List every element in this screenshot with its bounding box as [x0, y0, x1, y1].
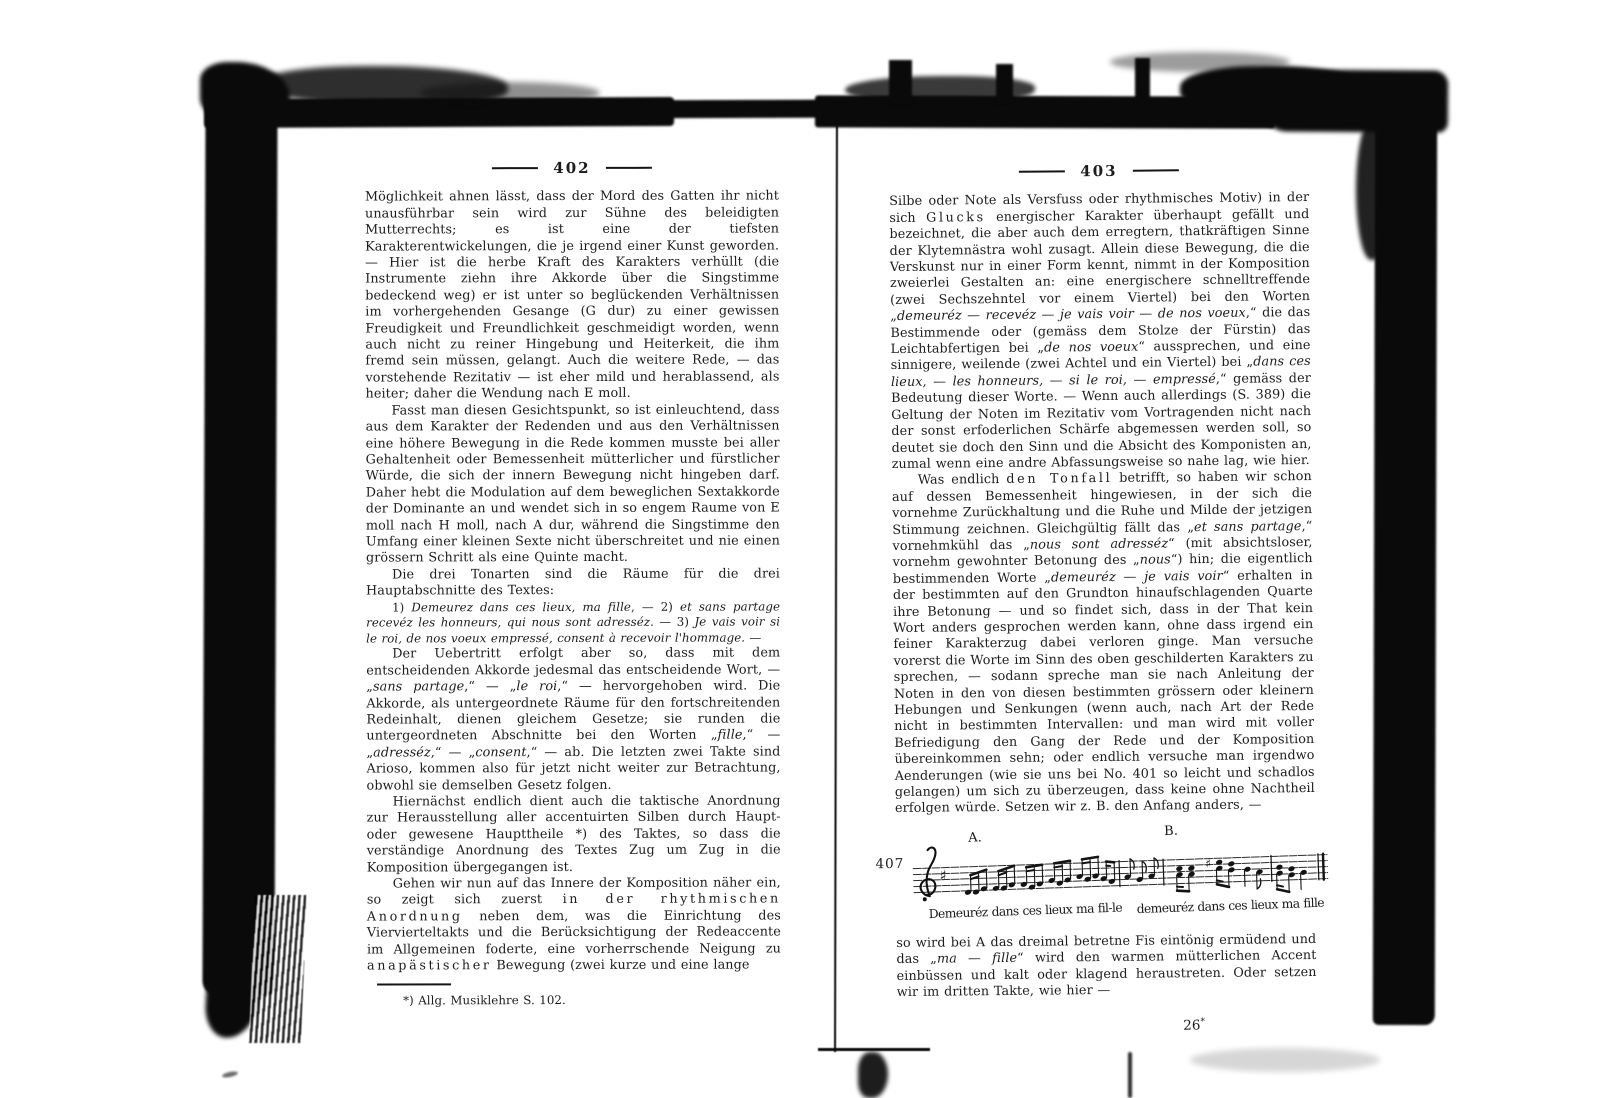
paragraph: Was endlich den Tonfall betrifft, so haben wir schon auf dessen Bemessenheit hingewiesen, in der sich die vornehme Zurückhaltung und die Ruhe und Milde der jetzigen Stimmung zeichnen. Gleichgültig fällt das „et sans partage,“ vornehmkühl das „nous sont adresséz“ (mit absichtsloser, vornehm gewohnter Betonung des „nous“) hin; die eigentlich bestimmenden Worte „demeuréz — je vais voir“ erhalten in der bestimmten auf den Grundton hinaufschlagenden Quarte ihre Betonung — und so findet sich, dass in der That kein Wort anders gesprochen werden kann, ohne dass irgend ein feiner Karakterzug dabei verloren ginge. Man versuche vorerst die Worte im Sinn des oben geschilderten Karakters zu sprechen, — sodann spreche man sie nach Anleitung der Noten in den von diesen bestimmten grössern oder kleinern Hebungen und Senkungen (wenn auch, nach Art der Rede nicht in bestimmten Intervallen: und man wird mit voller Befriedigung den Gang der Rede und der Komposition übereinkommen sehn; oder endlich versuche man irgendwo Aenderungen (wie sie uns bei No. 401 so leicht und schadlos gelangen) um sich zu überzeugen, dass keine ohne Nachtheil erfolgen würde. Setzen wir z. B. den Anfang anders, —	[891, 469, 1315, 817]
music-notes	[963, 849, 1324, 903]
right-page-number: 403	[1080, 161, 1118, 181]
header-rule-left	[492, 167, 538, 169]
scan-noise-topleft2	[420, 82, 600, 104]
left-page-column	[365, 159, 781, 1009]
scan-border-right-bump	[1356, 120, 1386, 260]
scan-gutter-blob	[858, 1052, 888, 1098]
header-rule-right	[606, 167, 652, 169]
scan-page-edge-streaks	[249, 895, 307, 1043]
scan-tab-3	[1135, 58, 1150, 105]
svg-text:♯: ♯	[1204, 856, 1212, 871]
key-signature-sharp: ♯	[939, 866, 948, 885]
scan-bottom-smudge	[1190, 1048, 1380, 1072]
music-label-a: A.	[967, 830, 983, 846]
music-figure-number: 407	[875, 855, 905, 873]
left-page-number: 402	[553, 158, 591, 178]
paragraph: Gehen wir nun auf das Innere der Komposition näher ein, so zeigt sich zuerst in der rhythmischen Anordnung neben dem, was die Einrichtung des Viervierteltakts und die Berücksichtigung der Redeaccente im Allgemeinen foderte, eine vorherrschende Neigung zu anapästischer Bewegung (zwei kurze und eine lange	[366, 875, 781, 974]
signature-mark: *	[1200, 1017, 1206, 1028]
paragraph: Die drei Tonarten sind die Räume für die drei Hauptabschnitte des Textes:	[365, 566, 780, 599]
paragraph: Hiernächst endlich dient auch die taktische Anordnung zur Herausstellung aller accentuirten Silben durch Haupt- oder gewesene Haupttheile *) des Taktes, so dass die verständige Anordnung des Textes Zug um Zug in die Komposition übergegangen ist.	[366, 793, 781, 876]
paragraph: Der Uebertritt erfolgt aber so, dass mit dem entscheidenden Akkorde jedesmal das entscheidende Wort, — „sans partage,“ — „le roi,“ — hervorgehoben wird. Die Akkorde, als untergeordnete Räume für den fortschreitenden Redeinhalt, dienen gleichem Gesetze; sie runden die untergeordneten Abschnitte bei den Worten „fille,“ — „adresséz,“ — „consent,“ — ab. Die letzten zwei Takte sind Arioso, kommen also für jetzt nicht weiter zur Betrachtung, obwohl sie demselben Gesetz folgen.	[366, 645, 781, 794]
paragraph: Möglichkeit ahnen lässt, dass der Mord des Gatten ihr nicht unausführbar sein wird zur Sühne des beleidigten Mutterrechts; es ist eine der tiefsten Karakterentwickelungen, die je irgend einer Kunst geworden. — Hier ist die herbe Kraft des Karakters verhüllt (die Instrumente ziehn ihre Akkorde über die Singstimme bedeckend weg) er ist unter so beglückenden Verhältnissen im vorhergehenden Gesange (G dur) zu einer gewissen Freudigkeit und Freundlichkeit geschmeidigt worden, wenn auch nicht zu reiner Hingebung und Heiterkeit, die ihm fremd sein müssen, gelangt. Auch die weitere Rede, — das vorstehende Rezitativ — ist eher mild und herablassend, als heiter; daher die Wendung nach E moll.	[364, 188, 780, 402]
left-page-header	[365, 159, 779, 176]
music-lyrics-a: Demeuréz dans ces lieux ma fil-le	[928, 900, 1123, 921]
scan-gutter-line	[834, 124, 838, 1052]
music-example-407	[873, 822, 1325, 930]
header-rule-left	[1019, 171, 1065, 173]
scan-tab-2	[996, 64, 1013, 104]
signature-number: 26*	[1183, 1017, 1206, 1035]
verse-quote: 1) Demeurez dans ces lieux, ma fille, — 2) et sans partage recevéz les honneurs, qui nous sont adresséz. — 3) Je vais voir si le roi, de nos voeux empressé, consent à recevoir l'hommage. —	[366, 599, 781, 646]
footnote: *) Allg. Musiklehre S. 102.	[403, 993, 566, 1008]
scan-tab-1	[889, 60, 912, 104]
scan-speck-bottomleft	[222, 1070, 239, 1078]
music-lyrics-b: demeuréz dans ces lieux ma fille	[1136, 895, 1325, 916]
scan-bottom-streak	[1128, 1052, 1132, 1098]
scan-gutter-flare	[818, 1048, 930, 1051]
right-page-header	[889, 161, 1309, 181]
paragraph: Silbe oder Note als Versfuss oder rhythmisches Motiv) in der sich Glucks energischer Karakter überhaupt gefällt und bezeichnet, die aber auch dem erregtern, thatkräftigen Sinne der Klytemnästra wohl zusagt. Allein diese Bewegung, die die Verskunst nur in einer Form kennt, nimmt in der Komposition zweierlei Gestalten an: eine energischere schnelltreffende (zwei Sechszehntel vor einem Viertel) bei den Worten „demeuréz — recevéz — je vais voir — de nos voeux,“ die das Bestimmende oder (gemäss dem Stolze der Fürstin) das Leichtabfertigen bei „de nos voeux“ aussprechen, und eine sinnigere, weilende (zwei Achtel und ein Viertel) bei „dans ces lieux, — les honneurs, — si le roi, — empressé,“ gemäss der Bedeutung dieser Worte. — Wenn auch allerdings (S. 389) die Geltung der Noten im Rezitativ vom Vortragenden nicht nach der sonst erfoderlichen Schärfe abgemessen werden soll, so deutet sie doch den Sinn und die Absicht des Komponisten an, zumal wenn eine andre Abfassungsweise so nahe lag, wie hier.	[889, 190, 1312, 472]
header-rule-right	[1133, 169, 1179, 171]
scan-border-top-left2	[600, 100, 840, 119]
scan-border-left	[202, 100, 277, 995]
paragraph: Fasst man diesen Gesichtspunkt, so ist einleuchtend, dass aus dem Karakter der Redenden und aus den Verhältnissen eine höhere Bewegung in die Rede kommen musste bei aller Gehaltenheit oder Bemessenheit mütterlicher und fürstlicher Würde, die sich der innern Bewegung nicht hingeben darf. Daher hebt die Modulation auf dem beweglichen Sextakkorde der Dominante an und wendet sich in so engem Raume von E moll nach H moll, nach A dur, während die Singstimme den Umfang einer kleinen Sexte nicht überschreitet und nie einen grössern Schritt als eine Quinte macht.	[365, 402, 780, 566]
footnote-separator	[377, 984, 451, 986]
right-page-column	[875, 161, 1325, 1037]
music-staff	[887, 822, 1334, 930]
music-label-b: B.	[1163, 823, 1179, 839]
paragraph: so wird bei A das dreimal betretne Fis eintönig ermüdend und das „ma — fille“ wird den warmen mütterlichen Accent einbüssen und kalt oder klagend heraustreten. Oder setzen wir im dritten Takte, wie hier —	[896, 931, 1317, 1001]
